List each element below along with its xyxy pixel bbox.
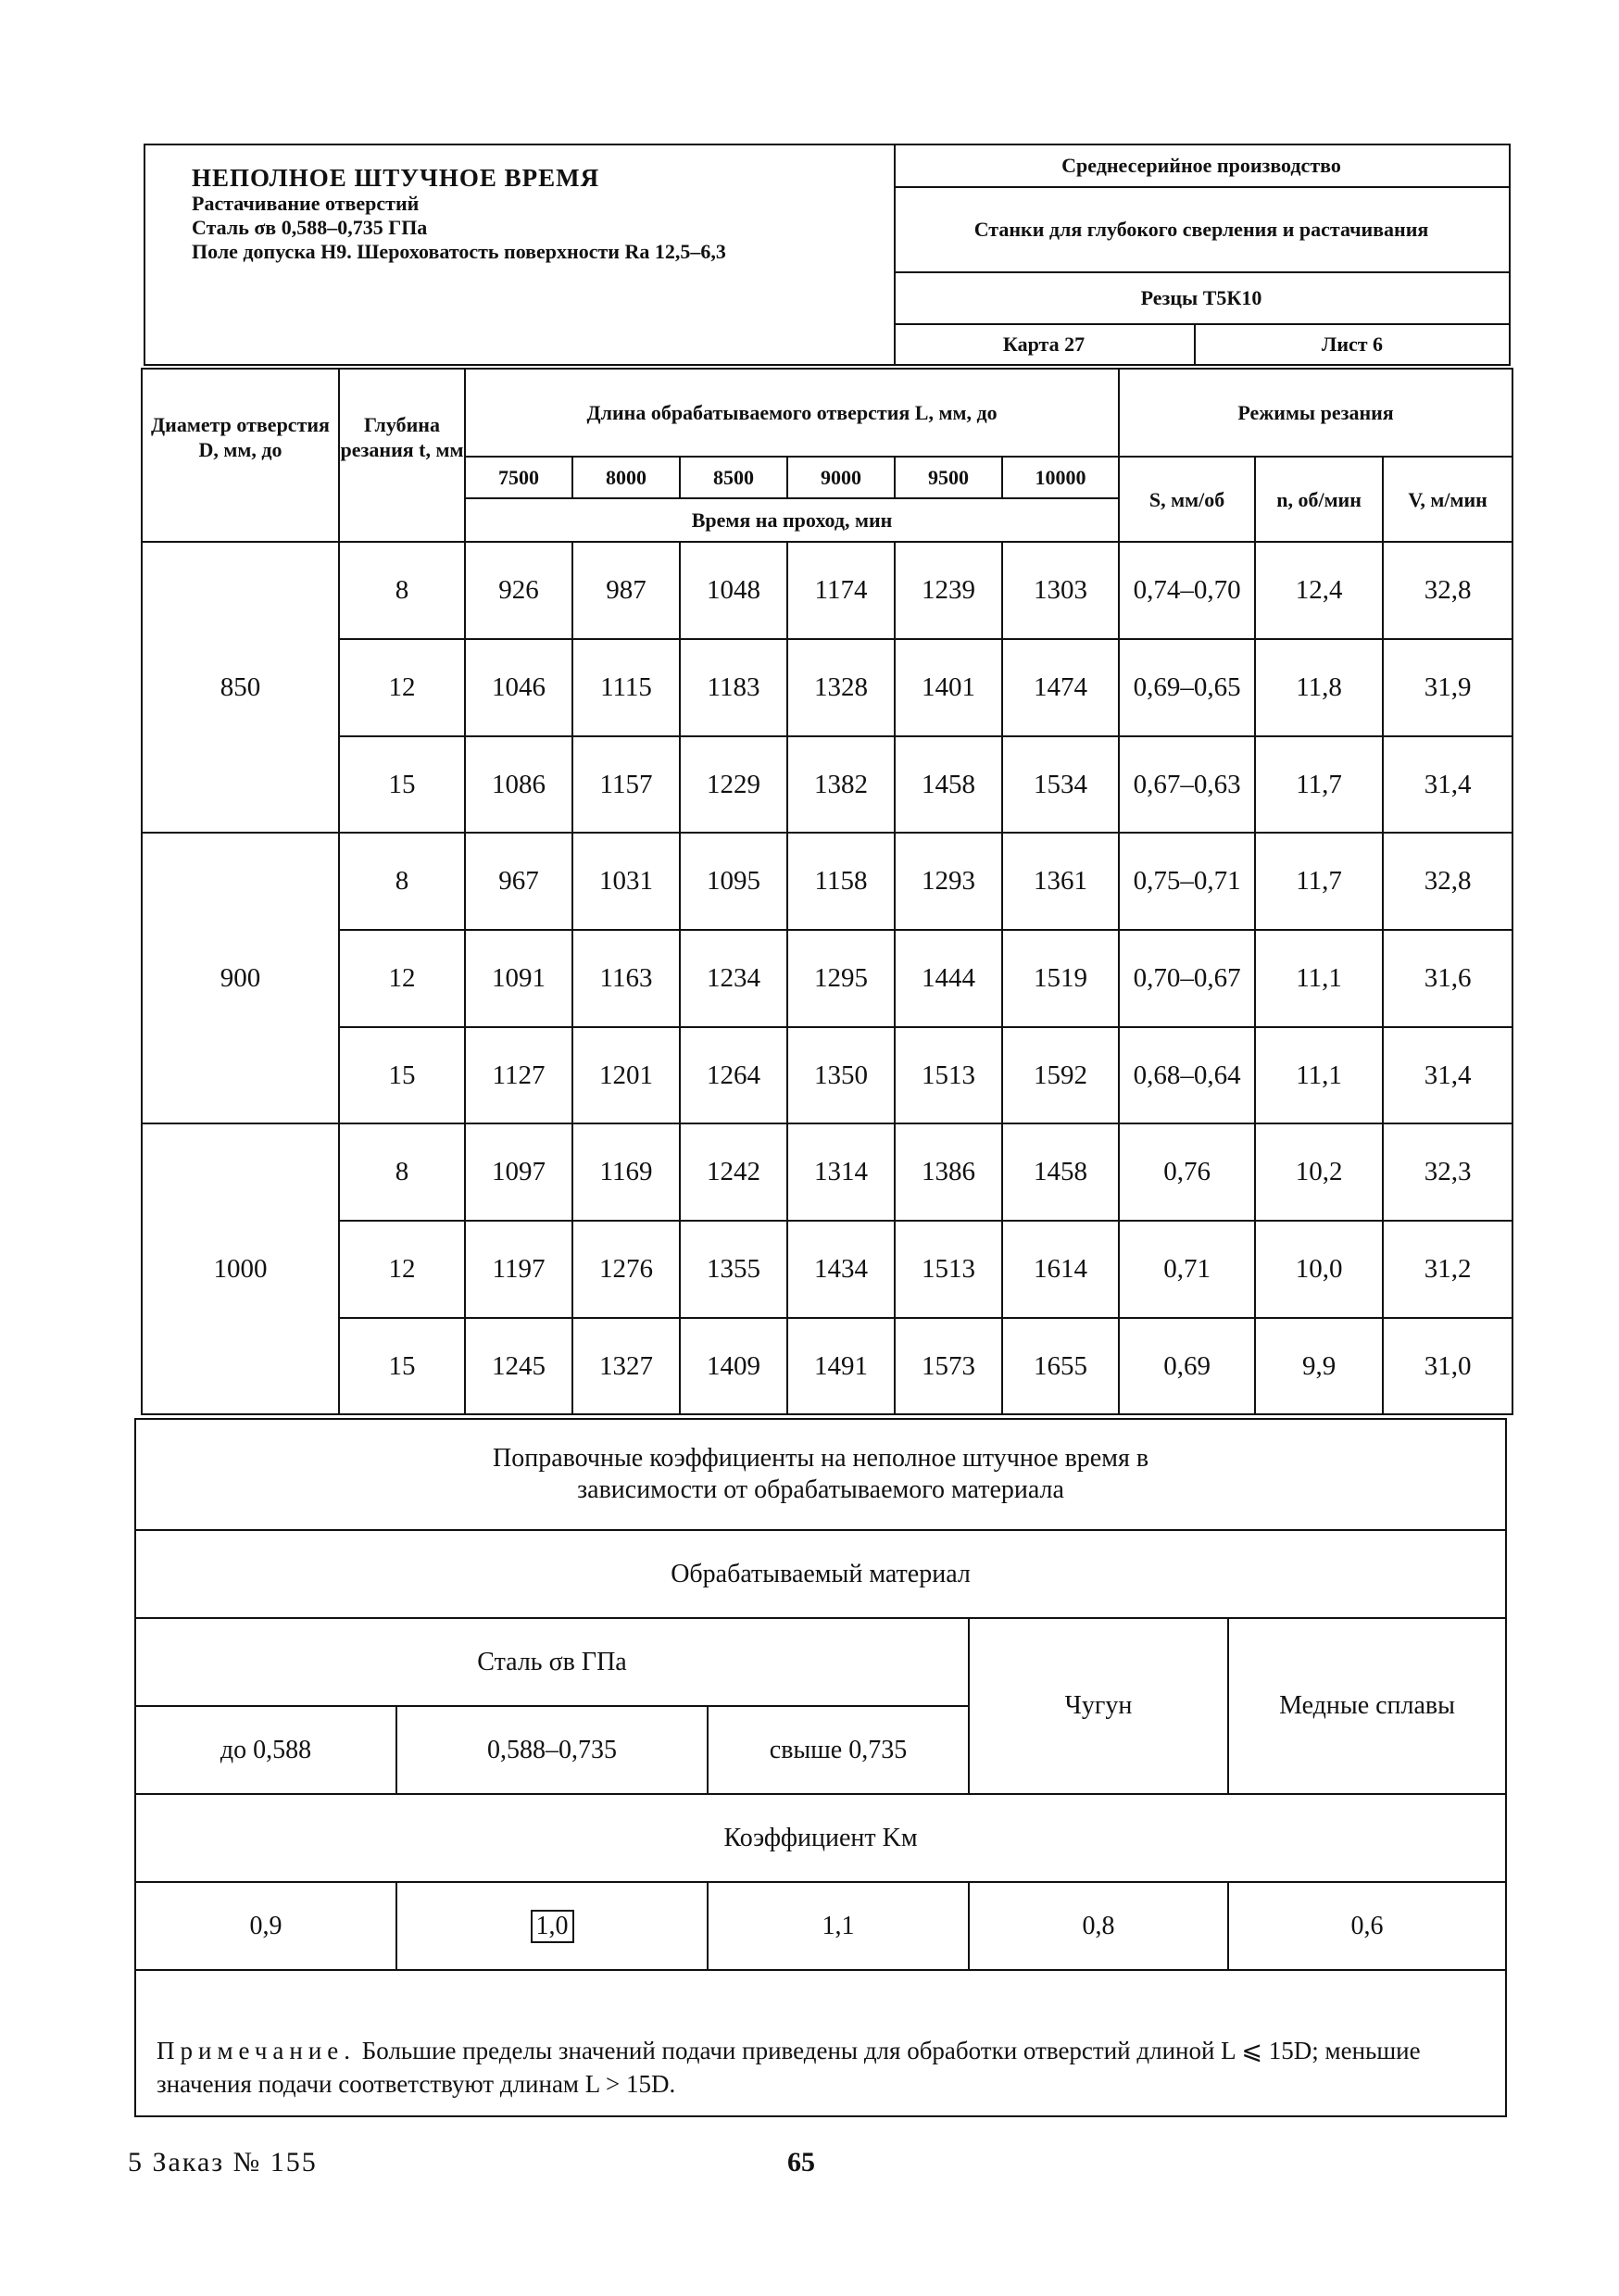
steel-range: 0,588–0,735 (396, 1706, 708, 1794)
speed-cell: 31,0 (1383, 1318, 1512, 1414)
time-cell: 1115 (572, 639, 680, 736)
coefficient-table (134, 1418, 1507, 2117)
diameter-cell: 850 (142, 542, 339, 833)
time-cell: 1458 (895, 736, 1002, 833)
depth-cell: 12 (339, 639, 465, 736)
length-col: 8500 (680, 457, 787, 498)
diameter-header: Диаметр отверстия D, мм, до (142, 369, 339, 542)
table-row (142, 1318, 1512, 1414)
time-cell: 1091 (465, 930, 572, 1027)
time-cell: 1614 (1002, 1221, 1119, 1318)
time-cell: 1158 (787, 833, 895, 930)
time-cell: 1401 (895, 639, 1002, 736)
time-cell: 967 (465, 833, 572, 930)
time-cell: 1174 (787, 542, 895, 639)
time-cell: 1157 (572, 736, 680, 833)
coef-value: 0,6 (1228, 1882, 1506, 1970)
modes-header: Режимы резания (1119, 369, 1512, 457)
cast-iron-header: Чугун (969, 1618, 1228, 1794)
coef-value: 0,9 (135, 1882, 396, 1970)
time-cell: 1163 (572, 930, 680, 1027)
sheet-cell: Лист 6 (1321, 332, 1384, 356)
table-row (142, 736, 1512, 833)
feed-cell: 0,71 (1119, 1221, 1255, 1318)
order-number: 5 Заказ № 155 (128, 2147, 318, 2177)
time-cell: 1229 (680, 736, 787, 833)
feed-cell: 0,68–0,64 (1119, 1027, 1255, 1123)
length-col: 7500 (465, 457, 572, 498)
time-cell: 1655 (1002, 1318, 1119, 1414)
table-row (142, 930, 1512, 1027)
coef-value: 1,1 (708, 1882, 969, 1970)
time-cell: 1201 (572, 1027, 680, 1123)
time-cell: 1519 (1002, 930, 1119, 1027)
time-cell: 1361 (1002, 833, 1119, 930)
depth-cell: 8 (339, 542, 465, 639)
time-cell: 1245 (465, 1318, 572, 1414)
time-cell: 1169 (572, 1123, 680, 1221)
rpm-cell: 11,1 (1255, 1027, 1383, 1123)
table-row (142, 1027, 1512, 1123)
time-subheader: Время на проход, мин (465, 498, 1119, 542)
time-cell: 1592 (1002, 1027, 1119, 1123)
material-header: Обрабатываемый материал (135, 1530, 1506, 1618)
speed-cell: 31,4 (1383, 1027, 1512, 1123)
time-cell: 1409 (680, 1318, 787, 1414)
time-table (141, 368, 1513, 1415)
time-cell: 1355 (680, 1221, 787, 1318)
rpm-cell: 11,7 (1255, 833, 1383, 930)
rpm-cell: 11,1 (1255, 930, 1383, 1027)
time-cell: 1293 (895, 833, 1002, 930)
table-row (142, 833, 1512, 930)
speed-cell: 32,8 (1383, 833, 1512, 930)
tools-cell: Резцы Т5К10 (894, 273, 1509, 325)
header-block (144, 144, 1511, 366)
operation-label: Растачивание отверстий (192, 192, 420, 215)
time-cell: 1327 (572, 1318, 680, 1414)
feed-cell: 0,67–0,63 (1119, 736, 1255, 833)
time-cell: 1314 (787, 1123, 895, 1221)
material-label: Сталь σв 0,588–0,735 ГПа (192, 216, 428, 239)
coef-value: 0,8 (969, 1882, 1228, 1970)
note (135, 1970, 1506, 2116)
length-col: 9500 (895, 457, 1002, 498)
time-cell: 1513 (895, 1027, 1002, 1123)
time-cell: 1086 (465, 736, 572, 833)
table-row (142, 1123, 1512, 1221)
time-cell: 1328 (787, 639, 895, 736)
page-title: НЕПОЛНОЕ ШТУЧНОЕ ВРЕМЯ (192, 164, 600, 192)
time-cell: 1097 (465, 1123, 572, 1221)
speed-cell: 32,3 (1383, 1123, 1512, 1221)
speed-cell: 31,2 (1383, 1221, 1512, 1318)
feed-cell: 0,69–0,65 (1119, 639, 1255, 736)
speed-cell: 31,6 (1383, 930, 1512, 1027)
production-cell: Среднесерийное производство (894, 145, 1509, 188)
rpm-cell: 12,4 (1255, 542, 1383, 639)
speed-cell: 31,4 (1383, 736, 1512, 833)
note-label: Примечание. (157, 2037, 357, 2064)
table-row (142, 1221, 1512, 1318)
copper-header: Медные сплавы (1228, 1618, 1506, 1794)
tolerance-label: Поле допуска Н9. Шероховатость поверхности Ra 12,5–6,3 (192, 240, 726, 263)
time-cell: 1031 (572, 833, 680, 930)
coefficient-title: Поправочные коэффициенты на неполное штучное время в зависимости от обрабатываемого материала (135, 1419, 1506, 1530)
rpm-cell: 9,9 (1255, 1318, 1383, 1414)
time-cell: 1513 (895, 1221, 1002, 1318)
time-cell: 1127 (465, 1027, 572, 1123)
time-cell: 1276 (572, 1221, 680, 1318)
steel-range: до 0,588 (135, 1706, 396, 1794)
time-cell: 1295 (787, 930, 895, 1027)
time-cell: 1534 (1002, 736, 1119, 833)
length-col: 8000 (572, 457, 680, 498)
diameter-cell: 900 (142, 833, 339, 1123)
time-cell: 1350 (787, 1027, 895, 1123)
time-cell: 926 (465, 542, 572, 639)
speed-cell: 32,8 (1383, 542, 1512, 639)
depth-cell: 15 (339, 1027, 465, 1123)
length-col: 9000 (787, 457, 895, 498)
steel-header: Сталь σв ГПа (135, 1618, 969, 1706)
note-text: Большие пределы значений подачи приведены для обработки отверстий длиной L ⩽ 15D; меньшие значения подачи соответствуют длинам L > 15D. (157, 2037, 1421, 2098)
rpm-cell: 10,2 (1255, 1123, 1383, 1221)
time-cell: 1573 (895, 1318, 1002, 1414)
table-row (142, 542, 1512, 639)
time-cell: 987 (572, 542, 680, 639)
time-cell: 1474 (1002, 639, 1119, 736)
time-cell: 1234 (680, 930, 787, 1027)
time-cell: 1264 (680, 1027, 787, 1123)
length-header: Длина обрабатываемого отверстия L, мм, до (465, 369, 1119, 457)
time-cell: 1183 (680, 639, 787, 736)
depth-cell: 12 (339, 1221, 465, 1318)
steel-range: свыше 0,735 (708, 1706, 969, 1794)
time-cell: 1242 (680, 1123, 787, 1221)
header-title-block (145, 145, 896, 364)
feed-header: S, мм/об (1119, 457, 1255, 542)
depth-cell: 8 (339, 833, 465, 930)
time-cell: 1491 (787, 1318, 895, 1414)
time-cell: 1303 (1002, 542, 1119, 639)
time-cell: 1386 (895, 1123, 1002, 1221)
coef-value-boxed (396, 1882, 708, 1970)
feed-cell: 0,69 (1119, 1318, 1255, 1414)
speed-cell: 31,9 (1383, 639, 1512, 736)
time-cell: 1434 (787, 1221, 895, 1318)
time-cell: 1046 (465, 639, 572, 736)
feed-cell: 0,75–0,71 (1119, 833, 1255, 930)
depth-cell: 15 (339, 736, 465, 833)
card-cell: Карта 27 (894, 325, 1196, 364)
time-cell: 1444 (895, 930, 1002, 1027)
rpm-cell: 10,0 (1255, 1221, 1383, 1318)
length-col: 10000 (1002, 457, 1119, 498)
diameter-cell: 1000 (142, 1123, 339, 1414)
table-row (142, 639, 1512, 736)
time-cell: 1239 (895, 542, 1002, 639)
time-cell: 1048 (680, 542, 787, 639)
rpm-cell: 11,7 (1255, 736, 1383, 833)
page-number: 65 (787, 2147, 815, 2177)
time-cell: 1458 (1002, 1123, 1119, 1221)
time-cell: 1095 (680, 833, 787, 930)
machines-cell: Станки для глубокого сверления и растачивания (894, 188, 1509, 273)
speed-header: V, м/мин (1383, 457, 1512, 542)
rpm-header: n, об/мин (1255, 457, 1383, 542)
coefficient-header: Коэффициент Kм (135, 1794, 1506, 1882)
time-cell: 1382 (787, 736, 895, 833)
depth-header: Глубина резания t, мм (339, 369, 465, 542)
feed-cell: 0,70–0,67 (1119, 930, 1255, 1027)
coef-value: 1,0 (531, 1910, 574, 1943)
depth-cell: 8 (339, 1123, 465, 1221)
rpm-cell: 11,8 (1255, 639, 1383, 736)
time-cell: 1197 (465, 1221, 572, 1318)
depth-cell: 12 (339, 930, 465, 1027)
feed-cell: 0,74–0,70 (1119, 542, 1255, 639)
feed-cell: 0,76 (1119, 1123, 1255, 1221)
depth-cell: 15 (339, 1318, 465, 1414)
